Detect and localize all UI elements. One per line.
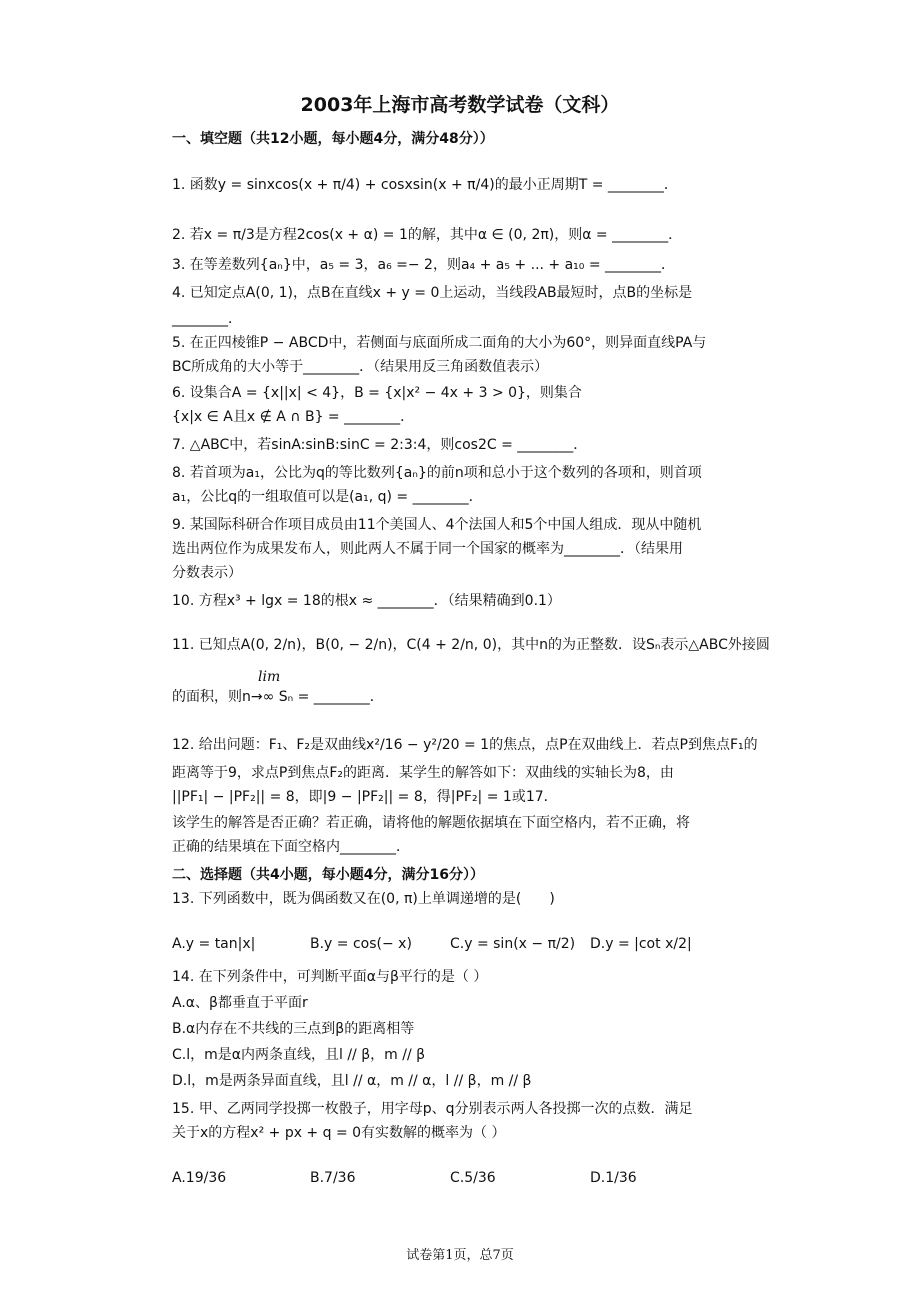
- section-heading-choice: 二、选择题（共4小题，每小题4分，满分16分））: [172, 867, 484, 883]
- question-11-limit-label: lim: [258, 669, 281, 685]
- question-11-line-1: 11. 已知点A(0, 2/n)，B(0, − 2/n)，C(4 + 2/n, 0)，其中n的为正整数．设Sₙ表示△ABC外接圆: [172, 637, 770, 653]
- question-4-line-1: 4. 已知定点A(0, 1)，点B在直线x + y = 0上运动，当线段AB最短时，点B的坐标是: [172, 285, 693, 301]
- question-6-line-2: {x|x ∈ A且x ∉ A ∩ B} = ________．: [172, 409, 415, 425]
- question-1: 1. 函数y = sinxcos(x + π/4) + cosxsin(x + π/4)的最小正周期T = ________．: [172, 177, 678, 193]
- question-15-option-b: B.7/36: [310, 1170, 356, 1186]
- question-14: 14. 在下列条件中，可判断平面α与β平行的是（ ）: [172, 969, 488, 985]
- question-10: 10. 方程x³ + lgx = 18的根x ≈ ________．（结果精确到0.1）: [172, 593, 561, 609]
- question-13-option-d: D.y = |cot x/2|: [590, 936, 692, 952]
- question-13-option-c: C.y = sin(x − π/2): [450, 936, 576, 952]
- question-6-line-1: 6. 设集合A = {x||x| < 4}，B = {x|x² − 4x + 3 > 0}，则集合: [172, 385, 582, 401]
- question-8-line-1: 8. 若首项为a₁，公比为q的等比数列{aₙ}的前n项和总小于这个数列的各项和，则首项: [172, 465, 702, 481]
- question-7: 7. △ABC中，若sinA:sinB:sinC = 2:3:4，则cos2C = ________．: [172, 437, 588, 453]
- question-13: 13. 下列函数中，既为偶函数又在(0, π)上单调递增的是( ): [172, 891, 555, 907]
- question-12-line-4: 该学生的解答是否正确？若正确，请将他的解题依据填在下面空格内，若不正确，将: [172, 815, 690, 831]
- question-5-line-2: BC所成角的大小等于________．（结果用反三角函数值表示）: [172, 359, 549, 375]
- question-14-option-b: B.α内存在不共线的三点到β的距离相等: [172, 1021, 415, 1037]
- question-12-line-2: 距离等于9，求点P到焦点F₂的距离．某学生的解答如下：双曲线的实轴长为8，由: [172, 765, 674, 781]
- question-15-line-1: 15. 甲、乙两同学投掷一枚骰子，用字母p、q分别表示两人各投掷一次的点数．满足: [172, 1101, 693, 1117]
- question-12-line-3: ||PF₁| − |PF₂|| = 8，即|9 − |PF₂|| = 8，得|PF₂| = 1或17．: [172, 789, 558, 805]
- question-9-line-1: 9. 某国际科研合作项目成员由11个美国人、4个法国人和5个中国人组成．现从中随机: [172, 517, 702, 533]
- page-title: 2003年上海市高考数学试卷（文科）: [300, 94, 620, 116]
- question-15-option-c: C.5/36: [450, 1170, 496, 1186]
- question-15-option-d: D.1/36: [590, 1170, 637, 1186]
- question-14-option-c: C.l，m是α内两条直线，且l // β，m // β: [172, 1047, 426, 1063]
- page-footer: 试卷第1页，总7页: [406, 1248, 514, 1263]
- question-8-line-2: a₁，公比q的一组取值可以是(a₁, q) = ________．: [172, 489, 483, 505]
- question-13-option-a: A.y = tan|x|: [172, 936, 256, 952]
- question-15-option-a: A.19/36: [172, 1170, 227, 1186]
- question-4-line-2: ________．: [172, 311, 242, 327]
- question-12-line-5: 正确的结果填在下面空格内________．: [172, 839, 410, 855]
- question-5-line-1: 5. 在正四棱锥P − ABCD中，若侧面与底面所成二面角的大小为60°，则异面直线PA与: [172, 335, 707, 351]
- question-3: 3. 在等差数列{aₙ}中，a₅ = 3，a₆ =− 2，则a₄ + a₅ + ... + a₁₀ = ________．: [172, 257, 676, 273]
- question-11-line-2: 的面积，则n→∞ Sₙ = ________．: [172, 689, 384, 705]
- question-14-option-d: D.l，m是两条异面直线，且l // α，m // α，l // β，m // β: [172, 1073, 532, 1089]
- question-2: 2. 若x = π/3是方程2cos(x + α) = 1的解，其中α ∈ (0, 2π)，则α = ________．: [172, 227, 683, 243]
- section-heading-fill-blank: 一、填空题（共12小题，每小题4分，满分48分））: [172, 131, 494, 147]
- question-9-line-2: 选出两位作为成果发布人，则此两人不属于同一个国家的概率为________．（结果用: [172, 541, 683, 557]
- question-15-line-2: 关于x的方程x² + px + q = 0有实数解的概率为（ ）: [172, 1125, 506, 1141]
- question-12-line-1: 12. 给出问题：F₁、F₂是双曲线x²/16 − y²/20 = 1的焦点，点P在双曲线上．若点P到焦点F₁的: [172, 737, 758, 753]
- question-9-line-3: 分数表示）: [172, 565, 242, 581]
- question-13-option-b: B.y = cos(− x): [310, 936, 412, 952]
- question-14-option-a: A.α、β都垂直于平面r: [172, 995, 308, 1011]
